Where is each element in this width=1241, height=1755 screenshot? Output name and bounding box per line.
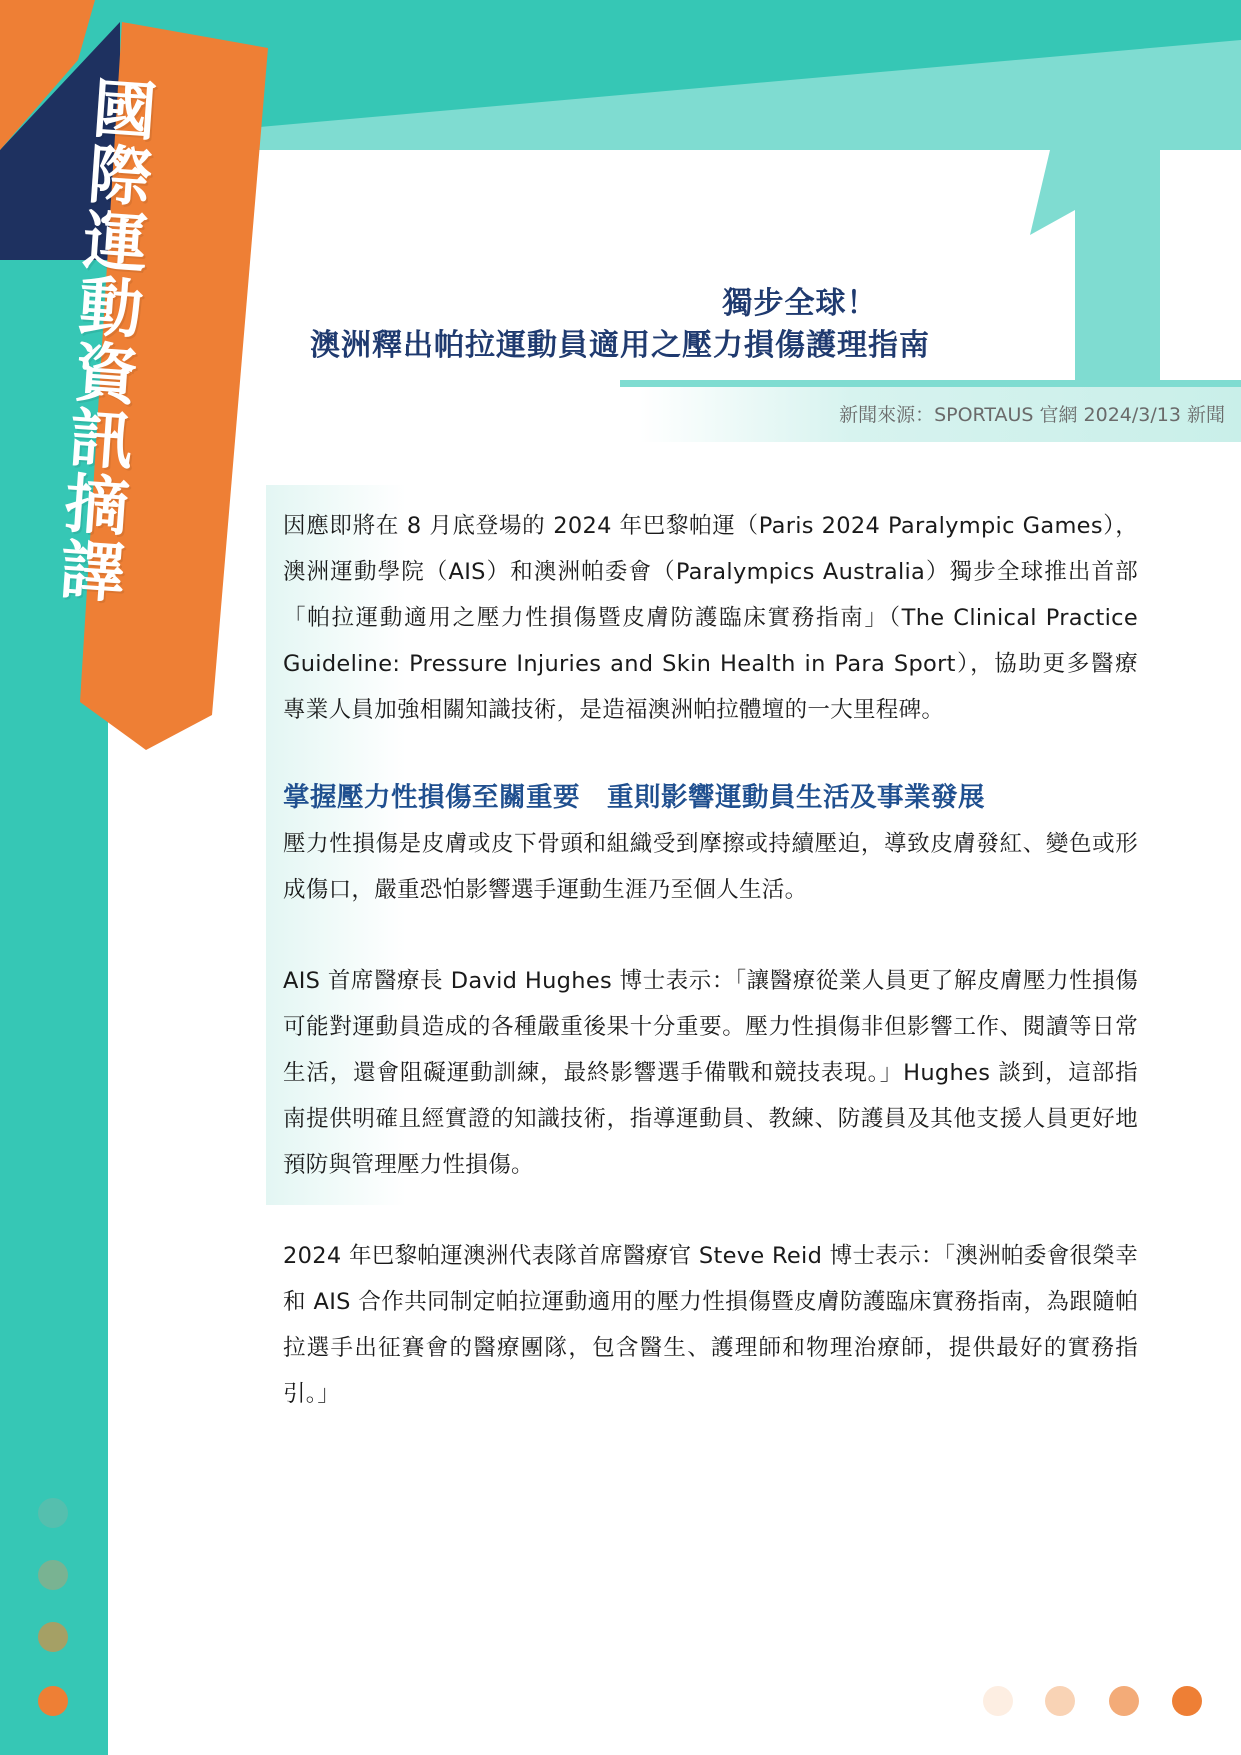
body-paragraph-1: 壓力性損傷是皮膚或皮下骨頭和組織受到摩擦或持續壓迫，導致皮膚發紅、變色或形成傷口，嚴重恐怕影響選手運動生涯乃至個人生活。 bbox=[283, 831, 1138, 903]
decor-dot bbox=[1172, 1686, 1202, 1716]
banner-char: 譯 bbox=[57, 533, 127, 612]
banner-char: 動 bbox=[76, 270, 146, 349]
article-title-line2: 澳洲釋出帕拉運動員適用之壓力損傷護理指南 bbox=[310, 328, 930, 363]
decor-dot bbox=[38, 1560, 68, 1590]
body-paragraph-2: AIS 首席醫療長 David Hughes 博士表示：「讓醫療從業人員更了解皮膚壓力性損傷可能對運動員造成的各種嚴重後果十分重要。壓力性損傷非但影響工作、閱讀等日常生活，還會阻礙運動訓練，最終影響選手備戰和競技表現。」Hughes 談到，這部指南提供明確且經實證的知識技術，指導運動員、教練、防護員及其他支援人員更好地預防與管理壓力性損傷。 bbox=[283, 968, 1138, 1178]
decor-dot bbox=[38, 1686, 68, 1716]
body-block-2 bbox=[283, 958, 1138, 1188]
intro-paragraph: 因應即將在 8 月底登場的 2024 年巴黎帕運（Paris 2024 Paralympic Games），澳洲運動學院（AIS）和澳洲帕委會（Paralympics Australia）獨步全球推出首部「帕拉運動適用之壓力性損傷暨皮膚防護臨床實務指南」（The Clinical Practice Guideline: Pressure Injuries and Skin Health in Para Sport），協助更多醫療專業人員加強相關知識技術，是造福澳洲帕拉體壇的一大里程碑。 bbox=[283, 513, 1138, 723]
title-underline bbox=[620, 380, 1241, 387]
banner-char: 摘 bbox=[62, 467, 132, 546]
article-title-line1: 獨步全球！ bbox=[722, 286, 878, 321]
decor-dot bbox=[983, 1686, 1013, 1716]
decor-dot bbox=[1045, 1686, 1075, 1716]
body-block-3 bbox=[283, 1233, 1138, 1417]
body-paragraph-3: 2024 年巴黎帕運澳洲代表隊首席醫療官 Steve Reid 博士表示：「澳洲帕委會很榮幸和 AIS 合作共同制定帕拉運動適用的壓力性損傷暨皮膚防護臨床實務指南，為跟隨帕拉選手出征賽會的醫療團隊，包含醫生、護理師和物理治療師，提供最好的實務指引。」 bbox=[283, 1243, 1138, 1407]
banner-char: 運 bbox=[80, 204, 150, 283]
body-block-1 bbox=[283, 821, 1138, 913]
news-source: 新聞來源：SPORTAUS 官網 2024/3/13 新聞 bbox=[839, 404, 1225, 426]
banner-char: 資 bbox=[71, 335, 141, 415]
banner-char: 訊 bbox=[67, 401, 137, 481]
decor-dot bbox=[38, 1622, 68, 1652]
intro-block bbox=[283, 503, 1138, 733]
section-heading: 掌握壓力性損傷至關重要 重則影響運動員生活及事業發展 bbox=[283, 782, 985, 813]
decor-dot bbox=[1109, 1686, 1139, 1716]
decor-dot bbox=[38, 1498, 68, 1528]
banner-char: 際 bbox=[85, 138, 155, 217]
banner-char: 國 bbox=[90, 72, 160, 151]
